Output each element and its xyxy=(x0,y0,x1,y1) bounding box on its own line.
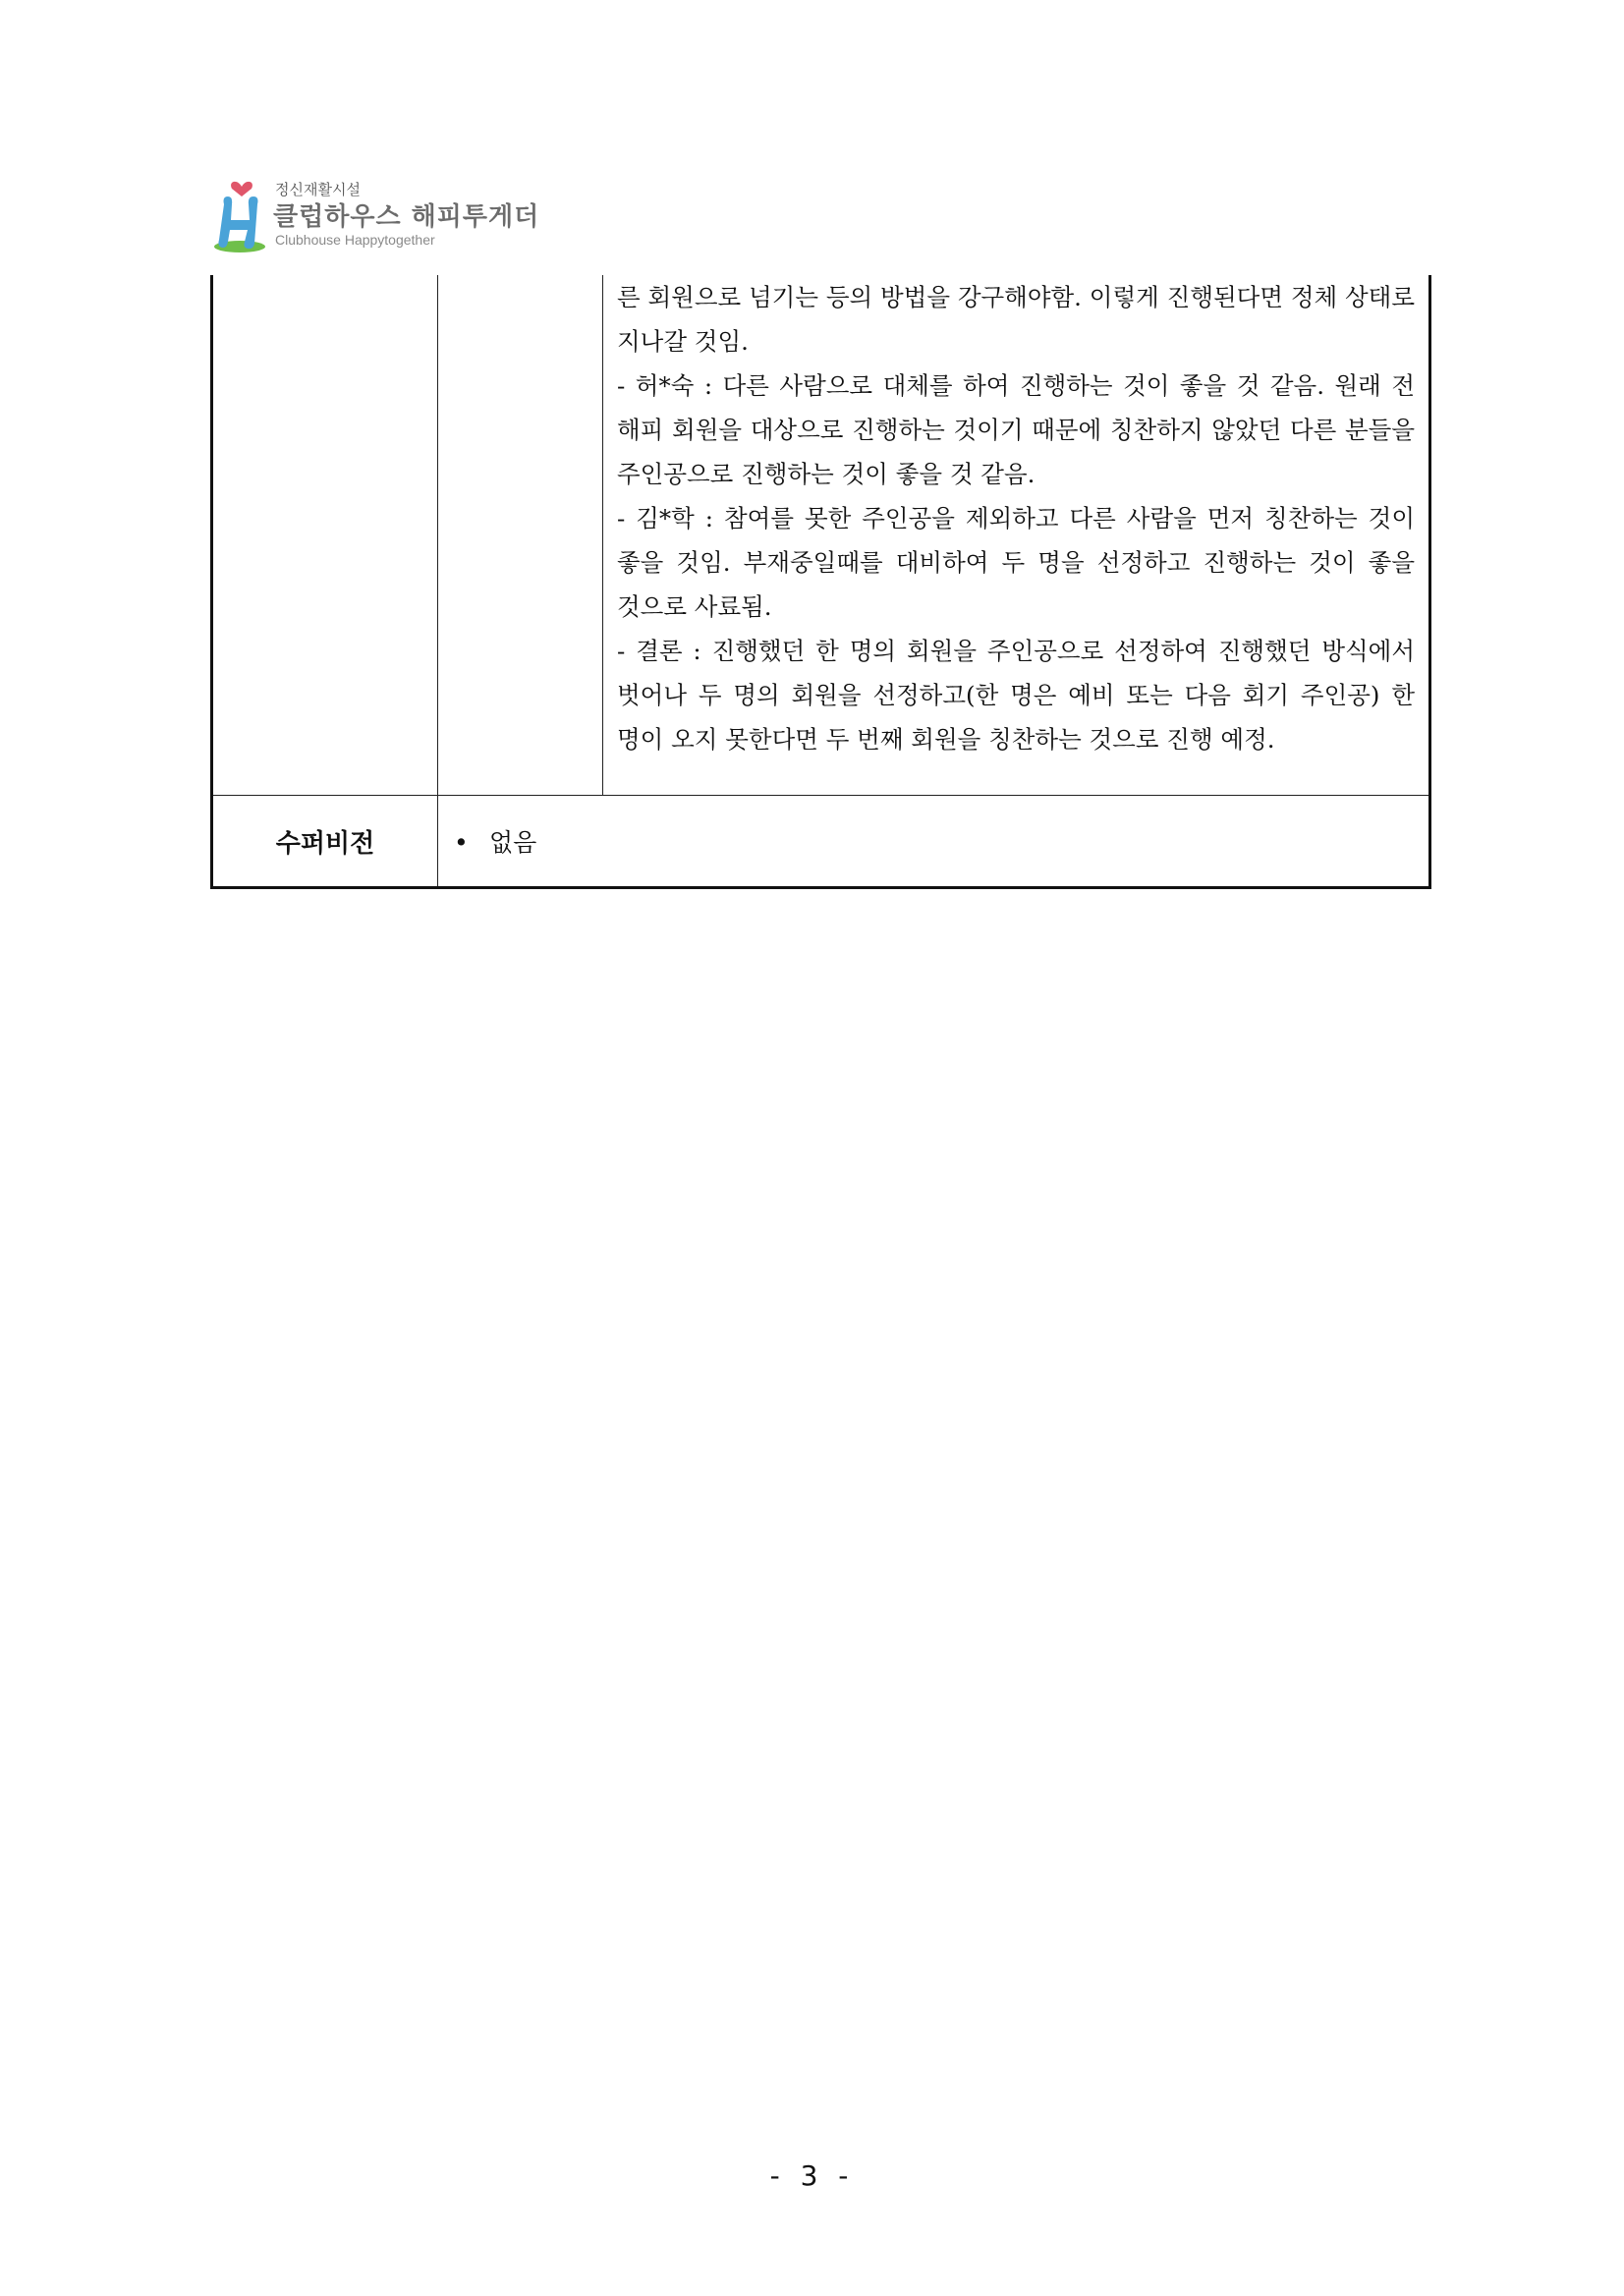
content-paragraph: - 결론 : 진행했던 한 명의 회원을 주인공으로 선정하여 진행했던 방식에서 벗어나 두 명의 회원을 선정하고(한 명은 예비 또는 다음 회기 주인공) 한 명이 오지 못한다면 두 번째 회원을 칭찬하는 것으로 진행 예정. xyxy=(617,637,1415,754)
supervision-label: 수퍼비전 xyxy=(212,796,438,888)
clubhouse-logo xyxy=(212,175,546,255)
logo-subtitle: 정신재활시설 xyxy=(275,181,361,198)
content-paragraph: - 김*학 : 참여를 못한 주인공을 제외하고 다른 사람을 먼저 칭찬하는 것이 좋을 것임. 부재중일때를 대비하여 두 명을 선정하고 진행하는 것이 좋을 것으로 사료됨. xyxy=(617,504,1415,621)
content-paragraph: - 허*숙 : 다른 사람으로 대체를 하여 진행하는 것이 좋을 것 같음. 원래 전 해피 회원을 대상으로 진행하는 것이기 때문에 칭찬하지 않았던 다른 분들을 주인공으로 진행하는 것이 좋을 것 같음. xyxy=(617,371,1415,488)
meeting-minutes-table xyxy=(210,275,1431,889)
empty-label-cell xyxy=(212,275,438,796)
table-row xyxy=(212,275,1430,796)
supervision-value: 없음 xyxy=(489,828,537,857)
heart-h-icon xyxy=(212,175,271,255)
bullet-icon: • xyxy=(454,828,469,857)
page-number: - 3 - xyxy=(769,2159,855,2192)
supervision-row xyxy=(212,796,1430,888)
discussion-content-cell xyxy=(603,275,1430,796)
logo-english-name: Clubhouse Happytogether xyxy=(275,232,435,248)
empty-category-cell xyxy=(438,275,603,796)
content-paragraph: 른 회원으로 넘기는 등의 방법을 강구해야함. 이렇게 진행된다면 정체 상태로 지나갈 것임. xyxy=(617,283,1415,356)
logo-title: 클럽하우스 해피투게더 xyxy=(273,202,540,232)
supervision-value-cell xyxy=(438,796,1430,888)
